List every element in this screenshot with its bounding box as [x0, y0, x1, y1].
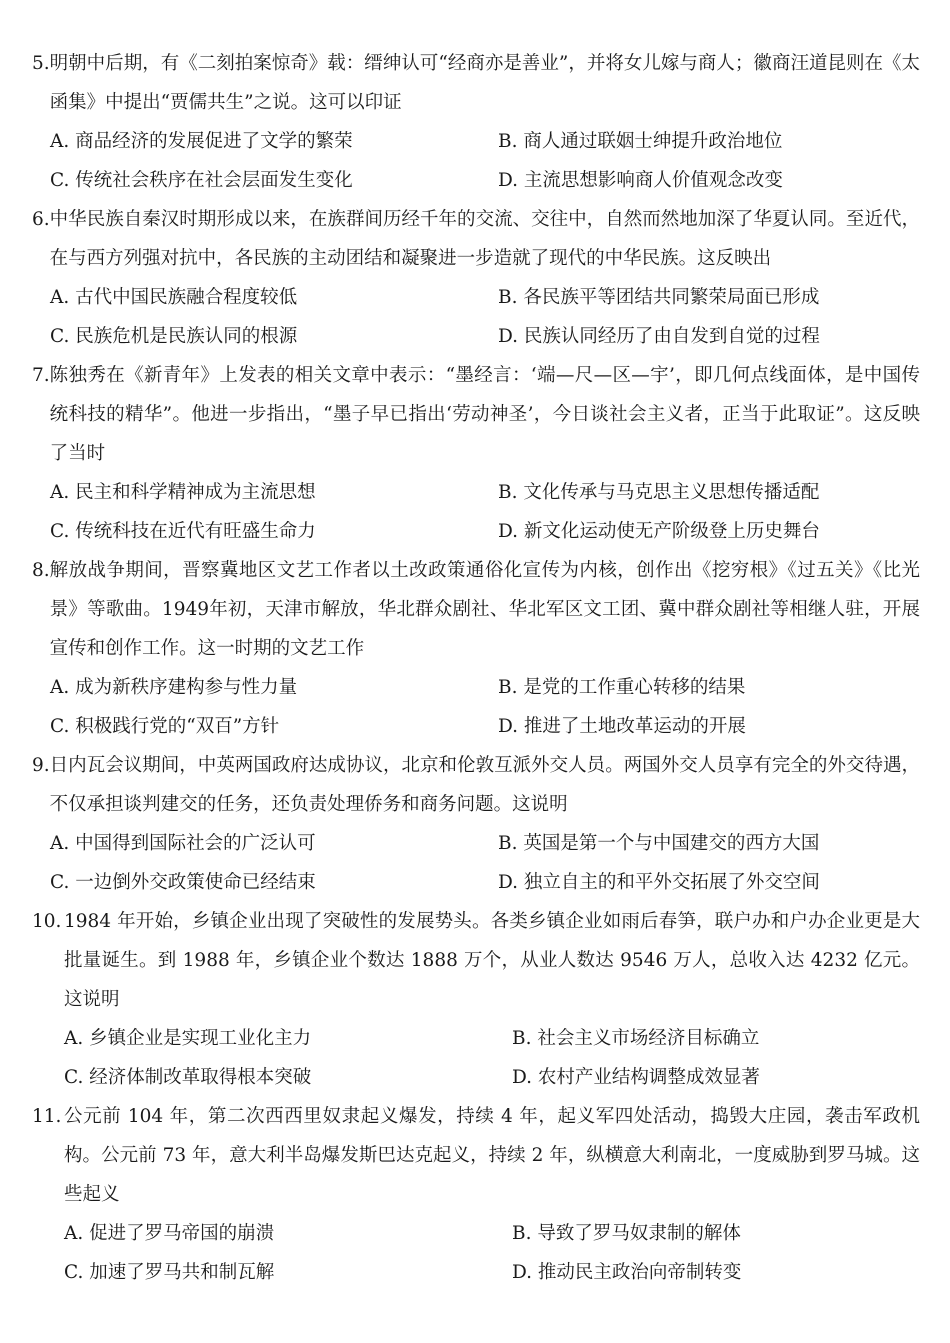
- question-5: [32, 44, 920, 200]
- option-d: D. 推进了土地改革运动的开展: [498, 716, 746, 737]
- option-d: D. 民族认同经历了由自发到自觉的过程: [498, 326, 820, 347]
- options-grid: [32, 1214, 920, 1292]
- question-11: [32, 1097, 920, 1292]
- options-grid: [32, 473, 920, 551]
- option-a: A. 乡镇企业是实现工业化主力: [64, 1028, 312, 1049]
- question-number: 7.: [32, 365, 50, 386]
- question-text: 1984 年开始，乡镇企业出现了突破性的发展势头。各类乡镇企业如雨后春笋，联户办和户办企业更是大批量诞生。到 1988 年，乡镇企业个数达 1888 万个，从业人数达 9546 万人，总收入达 4232 亿元。这说明: [64, 911, 920, 1010]
- question-stem: [32, 551, 920, 668]
- question-number: 9.: [32, 755, 50, 776]
- option-b: B. 各民族平等团结共同繁荣局面已形成: [498, 287, 820, 308]
- option-d: D. 主流思想影响商人价值观念改变: [498, 170, 783, 191]
- options-grid: [32, 278, 920, 356]
- question-stem: [32, 200, 920, 278]
- question-text: 日内瓦会议期间，中英两国政府达成协议，北京和伦敦互派外交人员。两国外交人员享有完全的外交待遇，不仅承担谈判建交的任务，还负责处理侨务和商务问题。这说明: [49, 755, 920, 815]
- question-stem: [32, 902, 920, 1019]
- question-number: 6.: [32, 209, 50, 230]
- option-c: C. 经济体制改革取得根本突破: [64, 1067, 312, 1088]
- option-b: B. 商人通过联姻士绅提升政治地位: [498, 131, 783, 152]
- question-text: 明朝中后期，有《二刻拍案惊奇》载：缙绅认可“经商亦是善业”，并将女儿嫁与商人；徽商汪道昆则在《太函集》中提出“贾儒共生”之说。这可以印证: [49, 53, 920, 113]
- option-c: C. 民族危机是民族认同的根源: [50, 326, 298, 347]
- option-b: B. 文化传承与马克思主义思想传播适配: [498, 482, 820, 503]
- option-d: D. 新文化运动使无产阶级登上历史舞台: [498, 521, 820, 542]
- options-grid: [32, 668, 920, 746]
- option-c: C. 传统科技在近代有旺盛生命力: [50, 521, 316, 542]
- option-d: D. 独立自主的和平外交拓展了外交空间: [498, 872, 820, 893]
- option-a: A. 促进了罗马帝国的崩溃: [64, 1223, 275, 1244]
- option-a: A. 商品经济的发展促进了文学的繁荣: [50, 131, 353, 152]
- question-number: 8.: [32, 560, 50, 581]
- question-number: 10.: [32, 911, 62, 932]
- question-text: 公元前 104 年，第二次西西里奴隶起义爆发，持续 4 年，起义军四处活动，捣毁大庄园，袭击军政机构。公元前 73 年，意大利半岛爆发斯巴达克起义，持续 2 年，纵横意大利南北，一度威胁到罗马城。这些起义: [64, 1106, 920, 1205]
- option-b: B. 导致了罗马奴隶制的解体: [512, 1223, 741, 1244]
- question-6: [32, 200, 920, 356]
- option-a: A. 民主和科学精神成为主流思想: [50, 482, 316, 503]
- option-d: D. 农村产业结构调整成效显著: [512, 1067, 760, 1088]
- option-a: A. 中国得到国际社会的广泛认可: [50, 833, 316, 854]
- question-stem: [32, 356, 920, 473]
- question-stem: [32, 1097, 920, 1214]
- question-stem: [32, 746, 920, 824]
- option-c: C. 积极践行党的“双百”方针: [50, 716, 280, 737]
- option-c: C. 一边倒外交政策使命已经结束: [50, 872, 316, 893]
- option-c: C. 传统社会秩序在社会层面发生变化: [50, 170, 353, 191]
- option-b: B. 是党的工作重心转移的结果: [498, 677, 746, 698]
- option-b: B. 社会主义市场经济目标确立: [512, 1028, 760, 1049]
- question-text: 中华民族自秦汉时期形成以来，在族群间历经千年的交流、交往中，自然而然地加深了华夏认同。至近代，在与西方列强对抗中，各民族的主动团结和凝聚进一步造就了现代的中华民族。这反映出: [49, 209, 920, 269]
- options-grid: [32, 122, 920, 200]
- question-stem: [32, 44, 920, 122]
- option-d: D. 推动民主政治向帝制转变: [512, 1262, 742, 1283]
- question-7: [32, 356, 920, 551]
- option-a: A. 古代中国民族融合程度较低: [50, 287, 298, 308]
- question-9: [32, 746, 920, 902]
- option-c: C. 加速了罗马共和制瓦解: [64, 1262, 275, 1283]
- option-b: B. 英国是第一个与中国建交的西方大国: [498, 833, 820, 854]
- question-text: 解放战争期间，晋察冀地区文艺工作者以土改政策通俗化宣传为内核，创作出《挖穷根》《过五关》《比光景》等歌曲。1949年初，天津市解放，华北群众剧社、华北军区文工团、冀中群众剧社等相继人驻，开展宣传和创作工作。这一时期的文艺工作: [49, 560, 920, 659]
- options-grid: [32, 1019, 920, 1097]
- question-text: 陈独秀在《新青年》上发表的相关文章中表示：“墨经言：‘端—尺—区—宇’，即几何点线面体，是中国传统科技的精华”。他进一步指出，“墨子早已指出‘劳动神圣’，今日谈社会主义者，正当于此取证”。这反映了当时: [49, 365, 920, 464]
- option-a: A. 成为新秩序建构参与性力量: [50, 677, 298, 698]
- question-number: 5.: [32, 53, 50, 74]
- question-10: [32, 902, 920, 1097]
- options-grid: [32, 824, 920, 902]
- question-number: 11.: [32, 1106, 62, 1127]
- question-8: [32, 551, 920, 746]
